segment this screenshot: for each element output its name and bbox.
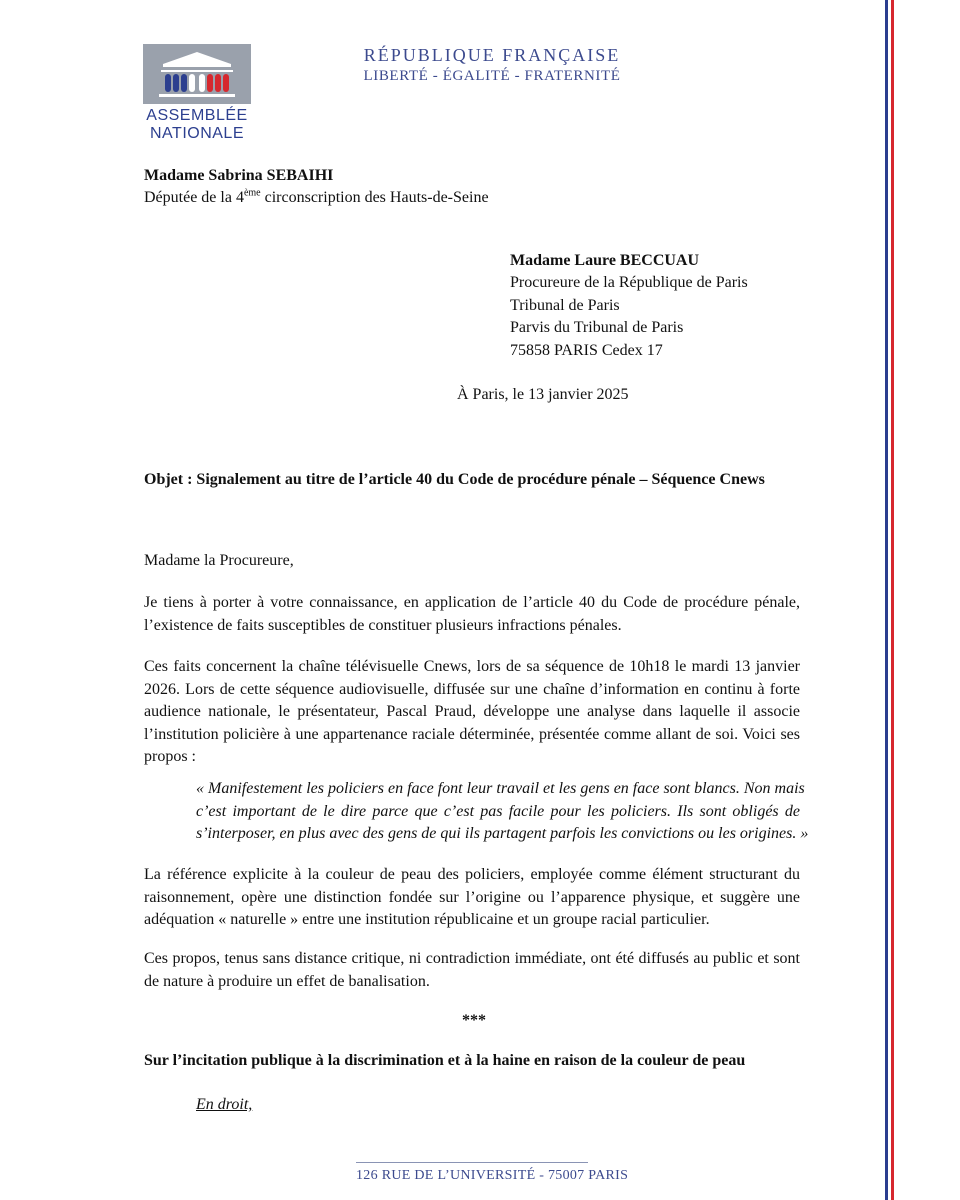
section-heading: Sur l’incitation publique à la discrimination et à la haine en raison de la couleur de peau xyxy=(144,1052,746,1069)
hemicycle-icon xyxy=(143,44,251,104)
paragraph-2-line: audience nationale, le présentateur, Pascal Praud, développe une analyse dans laquelle il associe xyxy=(144,703,800,720)
paragraph-3-line: adéquation « naturelle » entre une institution républicaine et un groupe racial particulier. xyxy=(144,911,710,928)
paragraph-2 xyxy=(144,656,800,769)
sender-title-rest: circonscription des Hauts-de-Seine xyxy=(260,189,489,206)
salutation: Madame la Procureure, xyxy=(144,552,294,569)
subject-line: Objet : Signalement au titre de l’article 40 du Code de procédure pénale – Séquence Cnews xyxy=(144,471,765,488)
paragraph-4-line: de nature à produire un effet de banalisation. xyxy=(144,972,430,990)
republic-title: RÉPUBLIQUE FRANÇAISE xyxy=(363,45,621,65)
paragraph-2-line: Ces faits concernent la chaîne télévisuelle Cnews, lors de sa séquence de 10h18 le mardi 13 janvier xyxy=(144,658,800,675)
red-stripe xyxy=(891,0,894,1200)
tricolor-stripes xyxy=(885,0,894,1200)
quote-line: c’est important de le dire parce que c’est pas facile pour les policiers. Ils sont obligés de xyxy=(196,802,800,820)
republic-header xyxy=(362,45,622,85)
logo-line2: NATIONALE xyxy=(150,125,244,142)
sender-title-main: Députée de la 4 xyxy=(144,189,244,206)
paragraph-1-line: Je tiens à porter à votre connaissance, en application de l’article 40 du Code de procédure pénale, xyxy=(144,594,800,611)
paragraph-3-line: La référence explicite à la couleur de peau des policiers, employée comme élément structurant du xyxy=(144,866,800,883)
paragraph-4 xyxy=(144,948,800,993)
sender-name: Madame Sabrina SEBAIHI xyxy=(144,167,334,184)
paragraph-2-line: 2026. Lors de cette séquence audiovisuelle, diffusée sur une chaîne d’information en continu à forte xyxy=(144,680,800,698)
logo-line1: ASSEMBLÉE xyxy=(146,107,248,124)
hemicycle-graphic xyxy=(143,44,251,104)
quote-line: « Manifestement les policiers en face font leur travail et les gens en face sont blancs. Non mais xyxy=(196,780,805,797)
paragraph-1-line: l’existence de faits susceptibles de constituer plusieurs infractions pénales. xyxy=(144,616,622,634)
paragraph-1 xyxy=(144,592,800,637)
recipient-street: Parvis du Tribunal de Paris xyxy=(510,319,684,336)
quote-block xyxy=(196,778,809,846)
paragraph-2-line: propos : xyxy=(144,748,196,765)
paragraph-3 xyxy=(144,864,800,932)
recipient-name: Madame Laure BECCUAU xyxy=(510,252,700,269)
recipient-postal: 75858 PARIS Cedex 17 xyxy=(510,342,663,359)
subsection-title: En droit, xyxy=(196,1096,253,1113)
paragraph-4-line: Ces propos, tenus sans distance critique, ni contradiction immédiate, ont été diffusés au public et sont xyxy=(144,950,800,967)
recipient-role: Procureure de la République de Paris xyxy=(510,274,748,291)
footer-address: 126 RUE DE L’UNIVERSITÉ - 75007 PARIS xyxy=(356,1162,588,1185)
quote-line: s’interposer, en plus avec des gens de qui ils partagent parfois les convictions ou les origines. » xyxy=(196,825,809,842)
paragraph-3-line: raisonnement, opère une distinction fondée sur l’origine ou l’apparence physique, et suggère une xyxy=(144,888,800,906)
assemblee-nationale-logo xyxy=(143,44,251,140)
paragraph-2-line: l’institution policière à une appartenance raciale déterminée, présentée comme allant de soi. Voici ses xyxy=(144,725,800,743)
date-line: À Paris, le 13 janvier 2025 xyxy=(457,386,629,403)
sender-title-ordinal: ème xyxy=(243,187,261,199)
section-separator: *** xyxy=(462,1012,486,1029)
recipient-court: Tribunal de Paris xyxy=(510,297,620,314)
republic-motto: LIBERTÉ - ÉGALITÉ - FRATERNITÉ xyxy=(363,68,621,84)
sender-title xyxy=(144,187,489,209)
